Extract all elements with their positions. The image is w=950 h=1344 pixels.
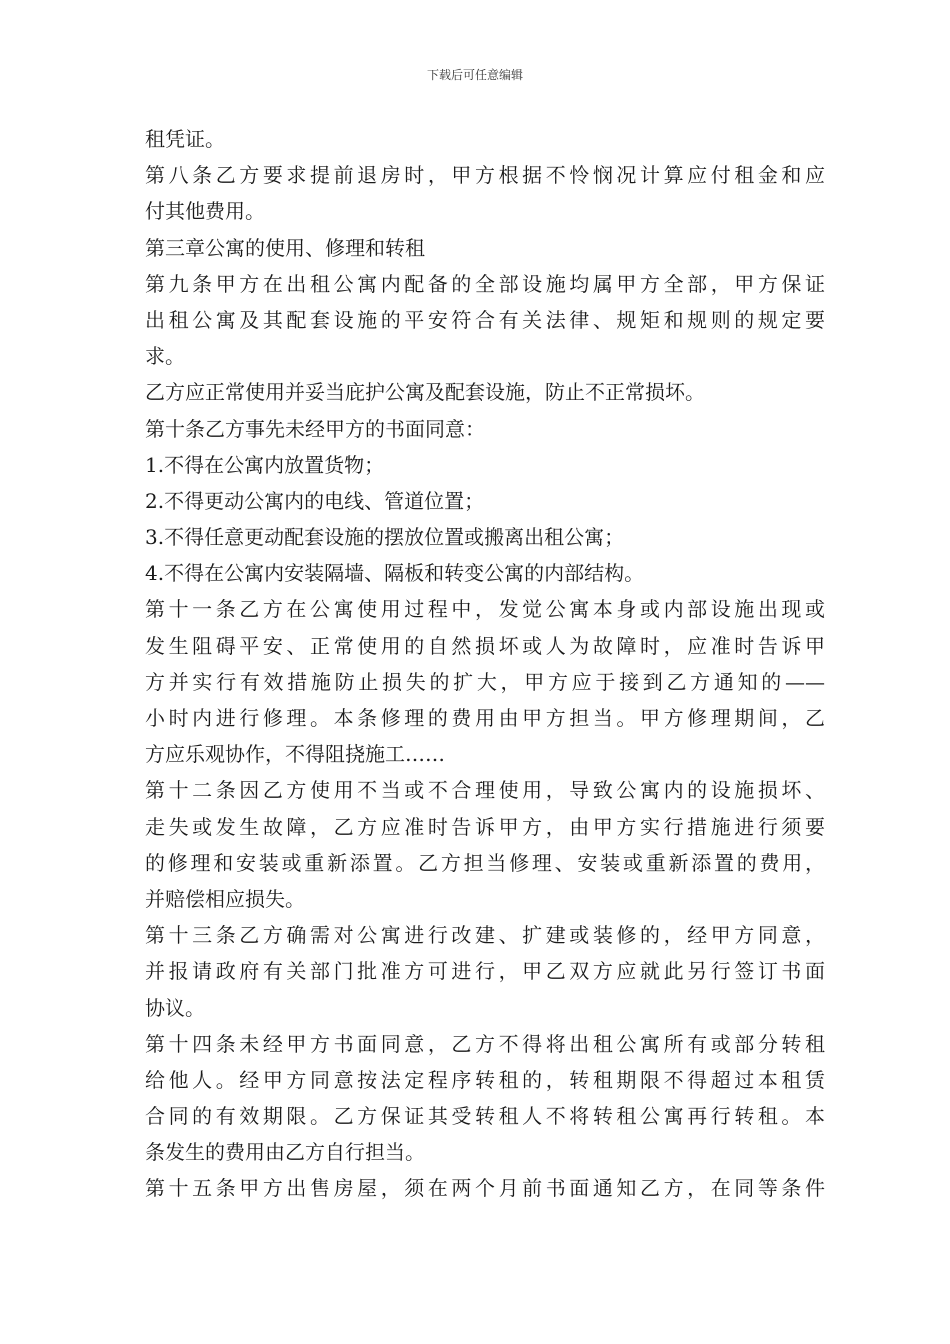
text-line: 的修理和安装或重新添置。乙方担当修理、安装或重新添置的费用， bbox=[145, 850, 825, 875]
text-line: 出租公寓及其配套设施的平安符合有关法律、规矩和规则的规定要 bbox=[145, 307, 825, 332]
text-line: 第十一条乙方在公寓使用过程中，发觉公寓本身或内部设施出现或 bbox=[145, 597, 825, 622]
text-line: 条发生的费用由乙方自行担当。 bbox=[145, 1140, 425, 1165]
text-line: 走失或发生故障，乙方应准时告诉甲方，由甲方实行措施进行须要 bbox=[145, 814, 825, 839]
text-line: 3.不得任意更动配套设施的摆放位置或搬离出租公寓； bbox=[145, 525, 625, 550]
page-header: 下载后可任意编辑 bbox=[426, 68, 523, 82]
text-line: 1.不得在公寓内放置货物； bbox=[145, 452, 385, 477]
text-line: 方并实行有效措施防止损失的扩大，甲方应于接到乙方通知的—— bbox=[145, 669, 825, 694]
document-body bbox=[145, 121, 825, 1207]
text-line: 小时内进行修理。本条修理的费用由甲方担当。甲方修理期间，乙 bbox=[145, 706, 825, 730]
text-line: 求。 bbox=[145, 344, 185, 369]
text-line: 第三章公寓的使用、修理和转租 bbox=[145, 235, 425, 260]
text-line: 给他人。经甲方同意按法定程序转租的，转租期限不得超过本租赁 bbox=[145, 1067, 825, 1092]
text-line: 2.不得更动公寓内的电线、管道位置； bbox=[145, 488, 485, 513]
text-line: 4.不得在公寓内安装隔墙、隔板和转变公寓的内部结构。 bbox=[145, 561, 645, 586]
text-line: 第十条乙方事先未经甲方的书面同意： bbox=[145, 416, 485, 441]
text-line: 乙方应正常使用并妥当庇护公寓及配套设施，防止不正常损坏。 bbox=[145, 380, 705, 405]
text-line: 协议。 bbox=[145, 995, 205, 1020]
text-line: 第十四条未经甲方书面同意，乙方不得将出租公寓所有或部分转租 bbox=[145, 1031, 825, 1056]
text-line: 第十三条乙方确需对公寓进行改建、扩建或装修的，经甲方同意， bbox=[145, 923, 825, 948]
text-line: 并报请政府有关部门批准方可进行，甲乙双方应就此另行签订书面 bbox=[145, 959, 825, 984]
text-line: 第九条甲方在出租公寓内配备的全部设施均属甲方全部，甲方保证 bbox=[145, 271, 825, 296]
text-line: 付其他费用。 bbox=[145, 199, 265, 224]
text-line: 第十五条甲方出售房屋，须在两个月前书面通知乙方，在同等条件 bbox=[145, 1176, 825, 1201]
text-line: 方应乐观协作，不得阻挠施工…… bbox=[145, 742, 445, 767]
text-line: 发生阻碍平安、正常使用的自然损坏或人为故障时，应准时告诉甲 bbox=[145, 633, 825, 658]
text-line: 第十二条因乙方使用不当或不合理使用，导致公寓内的设施损坏、 bbox=[145, 778, 825, 803]
text-line: 并赔偿相应损失。 bbox=[145, 886, 305, 911]
text-line: 合同的有效期限。乙方保证其受转租人不将转租公寓再行转租。本 bbox=[145, 1104, 825, 1129]
text-line: 第八条乙方要求提前退房时，甲方根据不怜悯况计算应付租金和应 bbox=[145, 163, 825, 188]
text-line: 租凭证。 bbox=[145, 127, 225, 151]
